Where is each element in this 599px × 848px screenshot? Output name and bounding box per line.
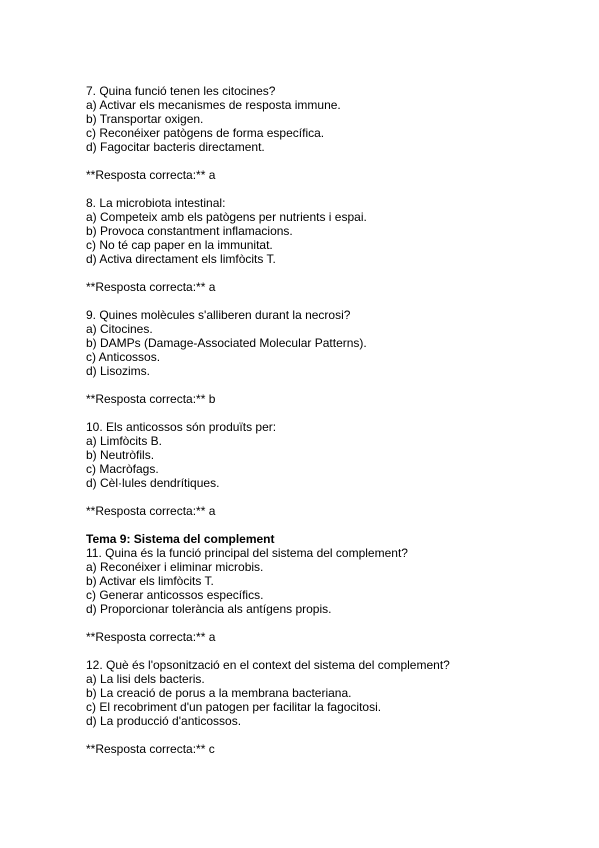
option-a: a) Reconéixer i eliminar microbis.: [86, 560, 264, 574]
correct-answer: **Resposta correcta:** a: [86, 630, 216, 644]
question-block-9: [86, 308, 566, 420]
question-block-12: [86, 658, 566, 756]
option-d: d) Fagocitar bacteris directament.: [86, 140, 265, 154]
correct-answer: **Resposta correcta:** a: [86, 504, 216, 518]
option-b: b) Neutròfils.: [86, 448, 155, 462]
option-d: d) Activa directament els limfòcits T.: [86, 252, 276, 266]
option-b: b) DAMPs (Damage-Associated Molecular Patterns).: [86, 336, 367, 350]
option-a: a) La lisi dels bacteris.: [86, 672, 205, 686]
question-text: 10. Els anticossos són produïts per:: [86, 420, 277, 434]
correct-answer: **Resposta correcta:** b: [86, 392, 216, 406]
option-a: a) Limfòcits B.: [86, 434, 163, 448]
question-text: 9. Quines molècules s'alliberen durant la necrosi?: [86, 308, 351, 322]
option-d: d) Lisozims.: [86, 364, 151, 378]
section-heading: Tema 9: Sistema del complement: [86, 532, 275, 546]
question-text: 11. Quina és la funció principal del sistema del complement?: [86, 546, 408, 560]
question-block-11: [86, 532, 566, 658]
option-a: a) Activar els mecanismes de resposta immune.: [86, 98, 341, 112]
option-b: b) Provoca constantment inflamacions.: [86, 224, 293, 238]
option-c: c) El recobriment d'un patogen per facilitar la fagocitosi.: [86, 700, 382, 714]
option-d: d) La producció d'anticossos.: [86, 714, 242, 728]
option-c: c) No té cap paper en la immunitat.: [86, 238, 273, 252]
correct-answer: **Resposta correcta:** a: [86, 168, 216, 182]
question-block-8: [86, 196, 566, 308]
option-c: c) Anticossos.: [86, 350, 161, 364]
option-a: a) Citocines.: [86, 322, 153, 336]
question-text: 8. La microbiota intestinal:: [86, 196, 226, 210]
question-block-10: [86, 420, 566, 532]
document-page: [86, 84, 566, 756]
option-b: b) Activar els limfòcits T.: [86, 574, 214, 588]
option-c: c) Generar anticossos específics.: [86, 588, 264, 602]
option-d: d) Cèl·lules dendrítiques.: [86, 476, 220, 490]
option-c: c) Reconéixer patògens de forma específica.: [86, 126, 325, 140]
option-b: b) La creació de porus a la membrana bacteriana.: [86, 686, 352, 700]
question-text: 7. Quina funció tenen les citocines?: [86, 84, 276, 98]
option-a: a) Competeix amb els patògens per nutrients i espai.: [86, 210, 367, 224]
option-d: d) Proporcionar tolerància als antígens propis.: [86, 602, 332, 616]
correct-answer: **Resposta correcta:** c: [86, 742, 215, 756]
correct-answer: **Resposta correcta:** a: [86, 280, 216, 294]
option-c: c) Macròfags.: [86, 462, 159, 476]
question-text: 12. Què és l'opsonització en el context del sistema del complement?: [86, 658, 450, 672]
option-b: b) Transportar oxigen.: [86, 112, 204, 126]
question-block-7: [86, 84, 566, 196]
